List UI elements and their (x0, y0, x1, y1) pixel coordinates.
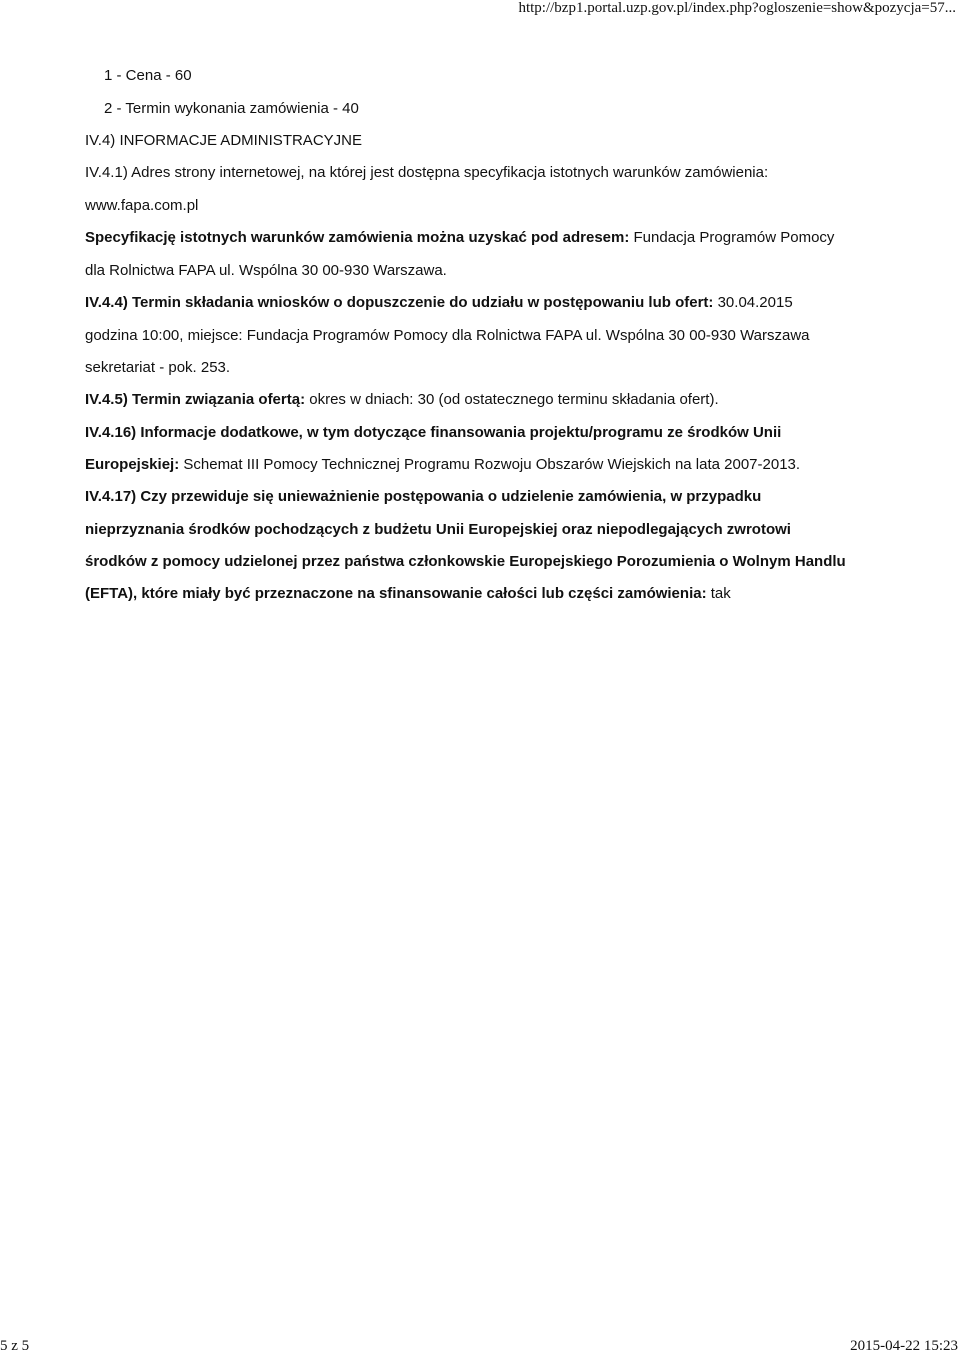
criterion-price: 1 - Cena - 60 (104, 67, 192, 84)
iv417-label-2: nieprzyznania środków pochodzących z budżetu Unii Europejskiej oraz niepodlegających zwrotowi (85, 521, 791, 538)
iv416-line-2 (85, 455, 800, 475)
print-header-url: http://bzp1.portal.uzp.gov.pl/index.php?ogloszenie=show&pozycja=57... (518, 0, 956, 16)
iv44-label: IV.4.4) Termin składania wniosków o dopuszczenie do udziału w postępowaniu lub ofert: (85, 294, 714, 311)
section-heading-administrative: IV.4) INFORMACJE ADMINISTRACYJNE (85, 132, 362, 149)
iv45-line (85, 390, 719, 410)
spec-value-cont: dla Rolnictwa FAPA ul. Wspólna 30 00-930 Warszawa. (85, 262, 447, 279)
iv416-label-1: IV.4.16) Informacje dodatkowe, w tym dotyczące finansowania projektu/programu ze środków Unii (85, 424, 782, 441)
iv45-label: IV.4.5) Termin związania ofertą: (85, 391, 306, 408)
iv45-value: okres w dniach: 30 (od ostatecznego terminu składania ofert). (309, 391, 719, 408)
iv44-place: godzina 10:00, miejsce: Fundacja Programów Pomocy dla Rolnictwa FAPA ul. Wspólna 30 00-930 Warszawa (85, 327, 810, 344)
iv417-value: tak (710, 585, 731, 602)
iv417-label-1: IV.4.17) Czy przewiduje się unieważnienie postępowania o udzielenie zamówienia, w przypadku (85, 488, 762, 505)
criterion-deadline: 2 - Termin wykonania zamówienia - 40 (104, 100, 359, 117)
iv416-label-2: Europejskiej: (85, 456, 180, 473)
spec-address-line (85, 228, 834, 248)
iv416-value: Schemat III Pomocy Technicznej Programu Rozwoju Obszarów Wiejskich na lata 2007-2013. (183, 456, 801, 473)
print-datetime: 2015-04-22 15:23 (850, 1338, 958, 1354)
iv417-label-4: (EFTA), które miały być przeznaczone na sfinansowanie całości lub części zamówienia: (85, 585, 707, 602)
iv44-date: 30.04.2015 (717, 294, 793, 311)
spec-value: Fundacja Programów Pomocy (633, 229, 835, 246)
iv417-label-3: środków z pomocy udzielonej przez państwa członkowskie Europejskiego Porozumienia o Wolnym Handlu (85, 553, 846, 570)
spec-url: www.fapa.com.pl (85, 197, 199, 214)
spec-label: Specyfikację istotnych warunków zamówienia można uzyskać pod adresem: (85, 229, 630, 246)
page-number: 5 z 5 (0, 1338, 30, 1354)
iv44-room: sekretariat - pok. 253. (85, 359, 231, 376)
iv417-line-4 (85, 584, 731, 604)
iv44-line (85, 293, 793, 313)
iv41-label: IV.4.1) Adres strony internetowej, na której jest dostępna specyfikacja istotnych warunków zamówienia: (85, 164, 769, 181)
